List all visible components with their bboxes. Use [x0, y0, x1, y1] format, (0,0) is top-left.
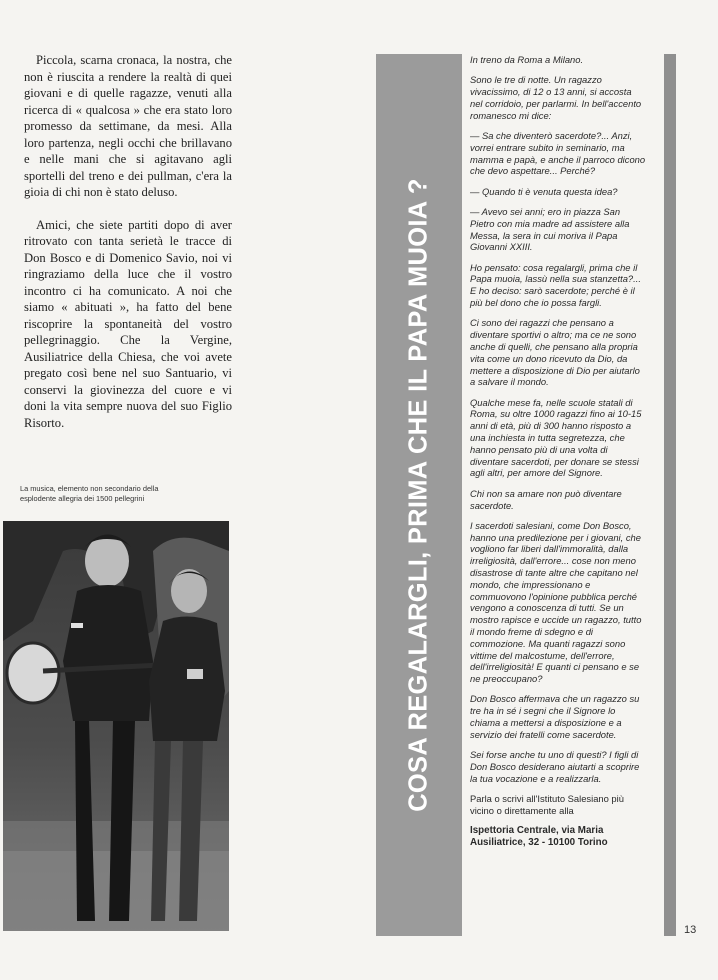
right-paragraph-3: — Sa che diventerò sacerdote?... Anzi, vorrei entrare subito in seminario, ma mamma e papà, e anche il parroco dicono che devo aspettare... Perché? — [470, 129, 646, 177]
right-paragraph-2: Sono le tre di notte. Un ragazzo vivacissimo, di 12 o 13 anni, si accosta nel corridoio, per parlarmi. In bell'accento romanesco mi dice: — [470, 74, 642, 121]
page-number: 13 — [684, 924, 697, 936]
right-paragraph-7: Ci sono dei ragazzi che pensano a diventare sportivi o altro; ma ce ne sono anche di quelli, che pensano alla propria vita come un dono ricevuto da Dio, da mettere a disposizione di Dio per aiutarlo a salvare il mondo. — [470, 317, 640, 388]
right-paragraph-11: Don Bosco affermava che un ragazzo su tre ha in sé i segni che il Signore lo chiama a mettersi a disposizione e a servizio dei fratelli come sacerdote. — [470, 693, 640, 740]
right-paragraph-6: Ho pensato: cosa regalargli, prima che il Papa muoia, lassù nella sua stanzetta?... E ho deciso: sarò sacerdote; perché è il più bel dono che io possa fargli. — [470, 261, 641, 309]
right-paragraph-10: I sacerdoti salesiani, come Don Bosco, hanno una predilezione per i giovani, che vogliono far liberi dall'immoralità, dalla irreligiosità, dall'errore... cose non meno disastrose di tante altre che capitano nel mondo, che impressionano e commuovono l'opinione pubblica perché vengono a conoscenza di tutti. Se un mostro rapisce e uccide un ragazzo, tutto il mondo freme di sdegno e di commozione. Ma quanti ragazzi sono vittime del malcostume, dell'errore, dell'irreligiosità! E quanti ci pensano e se ne preoccupano? — [470, 519, 642, 685]
right-paragraph-1: In treno da Roma a Milano. — [470, 54, 584, 65]
right-paragraph-12: Sei forse anche tu uno di questi? I figli di Don Bosco desiderano aiutarti a scoprire la tua vocazione e a realizzarla. — [470, 749, 640, 784]
left-paragraph-1: Piccola, scarna cronaca, la nostra, che non è riuscita a rendere la realtà di quei giovani e di quelle ragazze, venuti alla ricerca di « qualcosa » che era stato loro promesso da settimane, da mesi. Alla loro partenza, negli occhi che brillavano e nelle mani che si agitavano agli sportelli del treno e dei pullman, c'era la gioia di chi non è stato deluso. — [24, 53, 232, 199]
article-left-column — [24, 52, 232, 447]
decorative-side-bar — [664, 54, 676, 936]
right-paragraph-4: — Quando ti è venuta questa idea? — [470, 185, 618, 197]
photo-musicians — [3, 521, 229, 931]
vertical-title-banner — [376, 54, 462, 936]
left-paragraph-2: Amici, che siete partiti dopo di aver ritrovato con tanta serietà le tracce di Don Bosco e di Domenico Savio, noi vi ringraziamo della luce che il vostro incontro ci ha comunicato. A noi che siamo « abituati », ha fatto del bene riscoprire la spontaneità del vostro pellegrinaggio. Che la Vergine, Ausiliatrice della Chiesa, che voi avete pregato così bene nel suo Santuario, vi conservi la giovinezza del cuore e vi doni la vita sempre nuova del suo Figlio Risorto. — [24, 217, 232, 430]
article-right-column — [470, 54, 646, 857]
right-paragraph-8: Qualche mese fa, nelle scuole statali di Roma, su oltre 1000 ragazzi fino ai 10-15 anni di età, più di 300 hanno risposto a una inchiesta in tutta segretezza, che hanno pensato più di una volta di diventare sacerdoti, per donare se stessi agli altri, per amore del Signore. — [470, 396, 642, 479]
right-paragraph-9: Chi non sa amare non può diventare sacerdote. — [470, 487, 622, 511]
right-paragraph-5: — Avevo sei anni; ero in piazza San Pietro con mia madre ad assistere alla Messa, la sera in cui moriva il Papa Giovanni XXIII. — [470, 205, 630, 253]
right-paragraph-13: Parla o scrivi all'Istituto Salesiano più vicino o direttamente alla — [470, 793, 624, 816]
banner-title: COSA REGALARGLI, PRIMA CHE IL PAPA MUOIA ? — [404, 178, 433, 812]
photo-caption: La musica, elemento non secondario della esplodente allegria dei 1500 pellegrini — [20, 484, 159, 503]
contact-address: Ispettoria Centrale, via Maria Ausiliatrice, 32 - 10100 Torino — [470, 825, 608, 848]
